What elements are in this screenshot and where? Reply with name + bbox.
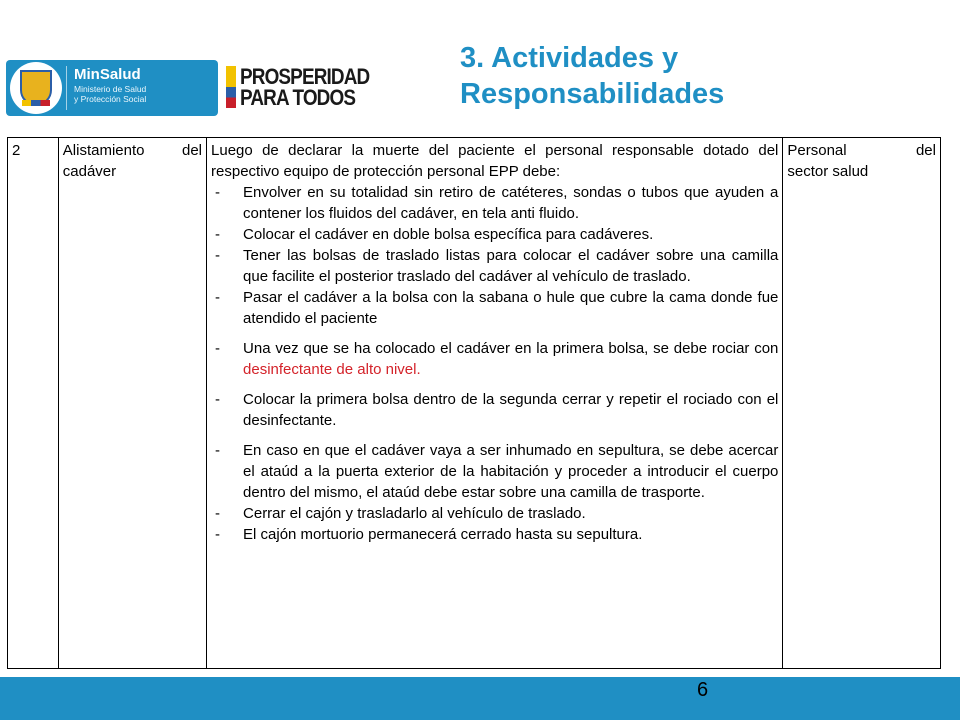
list-item: - Tener las bolsas de traslado listas para colocar el cadáver sobre una camilla que facilite el posterior traslado del cadáver al vehículo de traslado. xyxy=(215,247,779,285)
colombia-crest-icon xyxy=(10,62,62,114)
list-item: - En caso en que el cadáver vaya a ser inhumado en sepultura, se debe acercar el ataúd a la puerta exterior de la habitación y proceder a introducir el cuerpo dentro del mismo, el ataúd debe estar sobre una camilla de trasporte. xyxy=(215,442,779,501)
list-item: - Colocar la primera bolsa dentro de la segunda cerrar y repetir el rociado con el desinfectante. xyxy=(215,391,779,429)
flag-stripe-icon xyxy=(226,66,236,108)
responsible-cell xyxy=(783,138,941,669)
list-item: - Envolver en su totalidad sin retiro de catéteres, sondas o tubos que ayuden a contener los fluidos del cadáver, en tela anti fluido. xyxy=(215,184,779,222)
row-number: 2 xyxy=(12,142,21,159)
minsalud-logo-name: MinSalud xyxy=(74,66,141,83)
list-item: - El cajón mortuorio permanecerá cerrado hasta su sepultura. xyxy=(215,526,643,543)
prosperidad-logo-line2: PARA TODOS xyxy=(240,85,356,110)
list-item: - Cerrar el cajón y trasladarlo al vehículo de traslado. xyxy=(215,505,586,522)
activities-table xyxy=(7,137,941,669)
activity-cell xyxy=(58,138,206,669)
highlight-text: desinfectante de alto nivel. xyxy=(243,361,421,378)
row-number-cell xyxy=(8,138,59,669)
description-cell xyxy=(207,138,783,669)
responsible-line2: sector salud xyxy=(787,163,869,180)
list-item: - Una vez que se ha colocado el cadáver en la primera bolsa, se debe rociar con desinfectante de alto nivel. xyxy=(215,340,779,378)
page-number: 6 xyxy=(697,679,709,701)
slide-title: 3. Actividades y Responsabilidades xyxy=(460,42,725,110)
minsalud-logo-subtitle: Ministerio de Salud y Protección Social xyxy=(74,84,147,104)
activity-text: Alistamiento del cadáver xyxy=(62,142,203,180)
prosperidad-logo-line1: PROSPERIDAD xyxy=(240,64,370,89)
table-row xyxy=(8,138,941,669)
description-list xyxy=(211,182,778,545)
list-item: - Pasar el cadáver a la bolsa con la sabana o hule que cubre la cama donde fue atendido el paciente xyxy=(215,289,779,327)
description-intro: Luego de declarar la muerte del paciente el personal responsable dotado del respectivo equipo de protección personal EPP debe: xyxy=(211,142,779,180)
prosperidad-logo xyxy=(226,64,406,112)
minsalud-logo xyxy=(6,60,218,116)
list-item: - Colocar el cadáver en doble bolsa específica para cadáveres. xyxy=(215,226,654,243)
responsible-line1: Personal del xyxy=(787,142,936,159)
footer-bar xyxy=(0,677,960,720)
